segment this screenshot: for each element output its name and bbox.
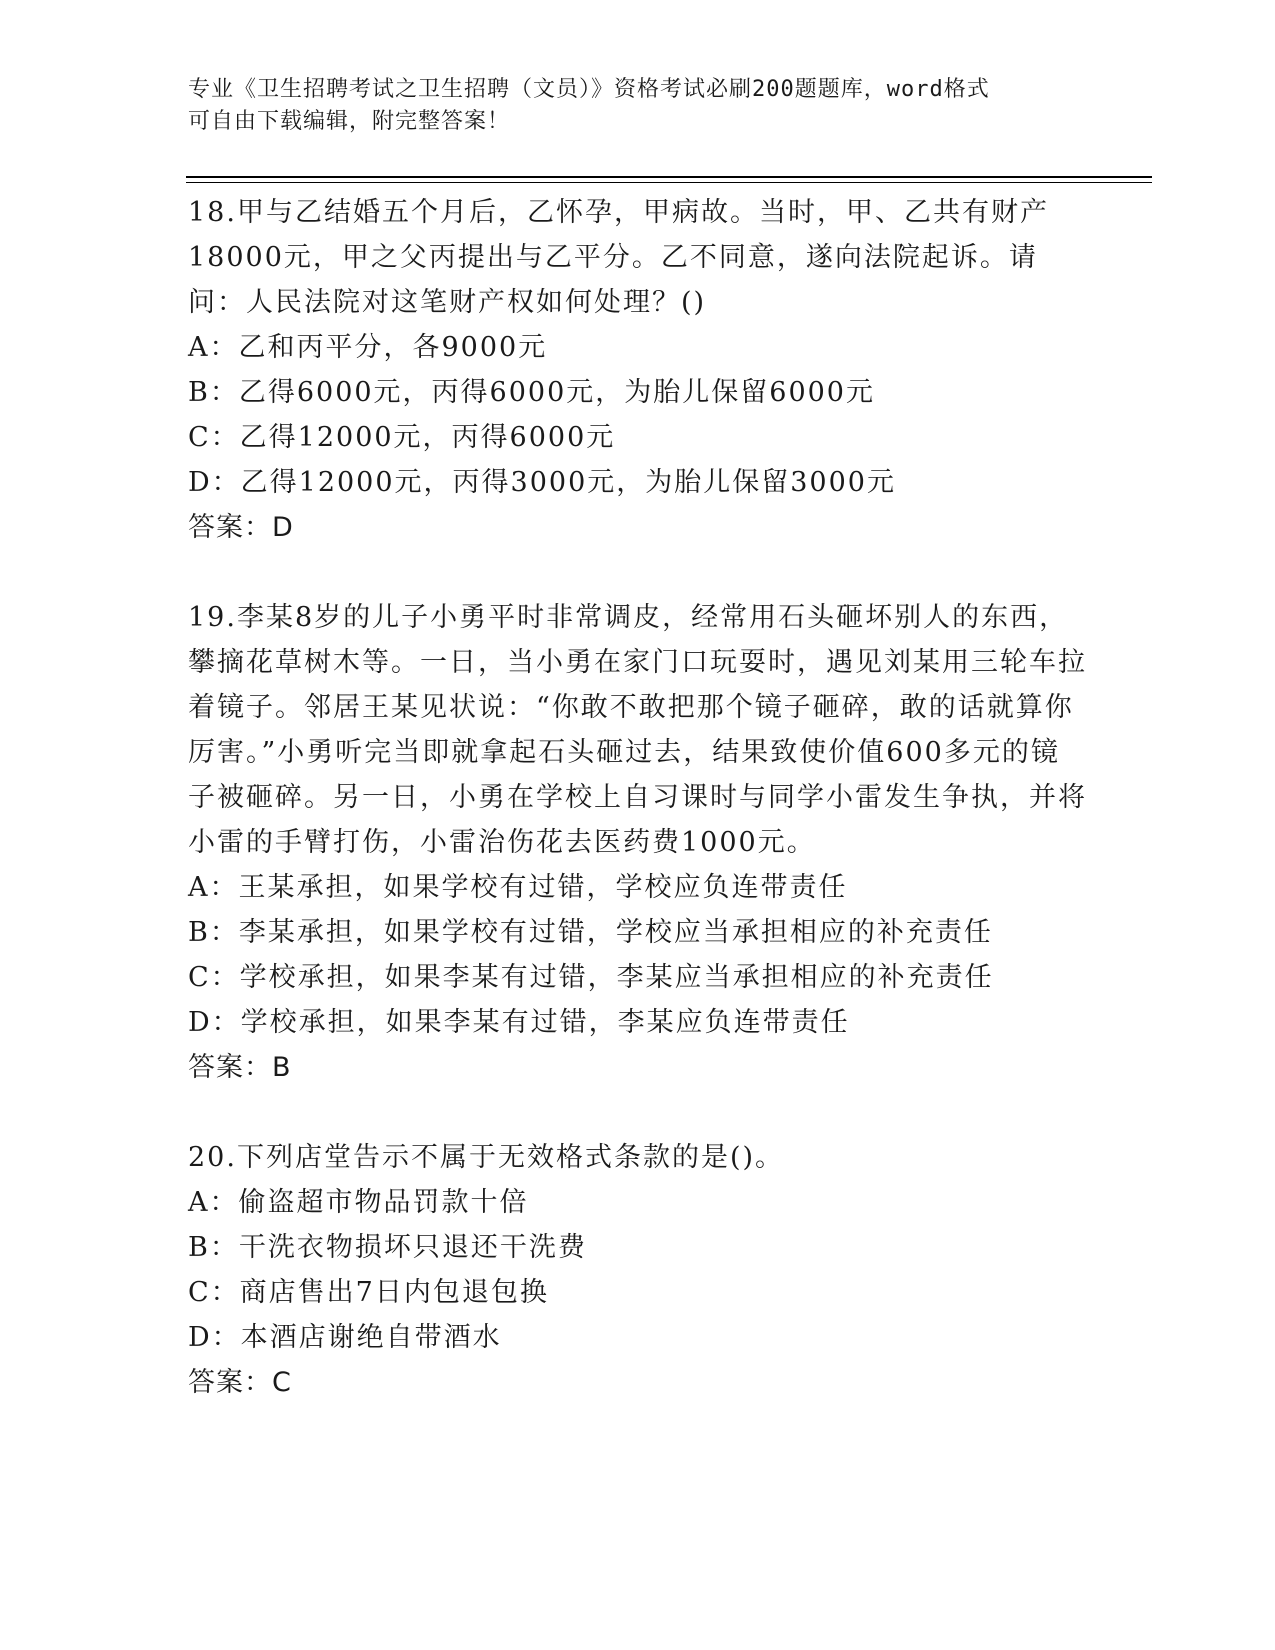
option-d: D：本酒店谢绝自带酒水 bbox=[188, 1322, 502, 1353]
option-a: A：王某承担，如果学校有过错，学校应负连带责任 bbox=[188, 872, 848, 903]
option-b: B：乙得6000元，丙得6000元，为胎儿保留6000元 bbox=[188, 377, 875, 408]
option-b: B：李某承担，如果学校有过错，学校应当承担相应的补充责任 bbox=[188, 917, 993, 948]
option-c: C：商店售出7日内包退包换 bbox=[188, 1277, 549, 1308]
header-line-1: 专业《卫生招聘考试之卫生招聘（文员）》资格考试必刷200题题库，word格式 bbox=[188, 77, 990, 102]
option-b: B：干洗衣物损坏只退还干洗费 bbox=[188, 1232, 587, 1263]
option-c: C：乙得12000元，丙得6000元 bbox=[188, 422, 616, 453]
answer-label: 答案：C bbox=[188, 1367, 292, 1398]
option-a: A：偷盗超市物品罚款十倍 bbox=[188, 1187, 529, 1218]
question-text: 18.甲与乙结婚五个月后，乙怀孕，甲病故。当时，甲、乙共有财产18000元，甲之父丙提出与乙平分。乙不同意，遂向法院起诉。请问：人民法院对这笔财产权如何处理？() bbox=[188, 197, 1049, 318]
question-spacer bbox=[188, 1090, 1088, 1135]
question-text: 20.下列店堂告示不属于无效格式条款的是()。 bbox=[188, 1142, 785, 1173]
document-header bbox=[188, 74, 1068, 138]
answer-label: 答案：D bbox=[188, 512, 294, 543]
question-20 bbox=[188, 1135, 1088, 1405]
question-list bbox=[188, 190, 1088, 1405]
option-d: D：学校承担，如果李某有过错，李某应负连带责任 bbox=[188, 1007, 850, 1038]
answer-label: 答案：B bbox=[188, 1052, 292, 1083]
header-divider-thin bbox=[186, 182, 1152, 183]
question-text: 19.李某8岁的儿子小勇平时非常调皮，经常用石头砸坏别人的东西，攀摘花草树木等。一日，当小勇在家门口玩耍时，遇见刘某用三轮车拉着镜子。邻居王某见状说：“你敢不敢把那个镜子砸碎，敢的话就算你厉害。”小勇听完当即就拿起石头砸过去，结果致使价值600多元的镜子被砸碎。另一日，小勇在学校上自习课时与同学小雷发生争执，并将小雷的手臂打伤，小雷治伤花去医药费1000元。 bbox=[188, 602, 1087, 858]
option-c: C：学校承担，如果李某有过错，李某应当承担相应的补充责任 bbox=[188, 962, 994, 993]
header-line-2: 可自由下载编辑，附完整答案！ bbox=[188, 109, 511, 134]
question-19 bbox=[188, 595, 1088, 1090]
option-d: D：乙得12000元，丙得3000元，为胎儿保留3000元 bbox=[188, 467, 896, 498]
question-18 bbox=[188, 190, 1088, 550]
header-divider-thick bbox=[186, 176, 1152, 178]
option-a: A：乙和丙平分，各9000元 bbox=[188, 332, 548, 363]
question-spacer bbox=[188, 550, 1088, 595]
